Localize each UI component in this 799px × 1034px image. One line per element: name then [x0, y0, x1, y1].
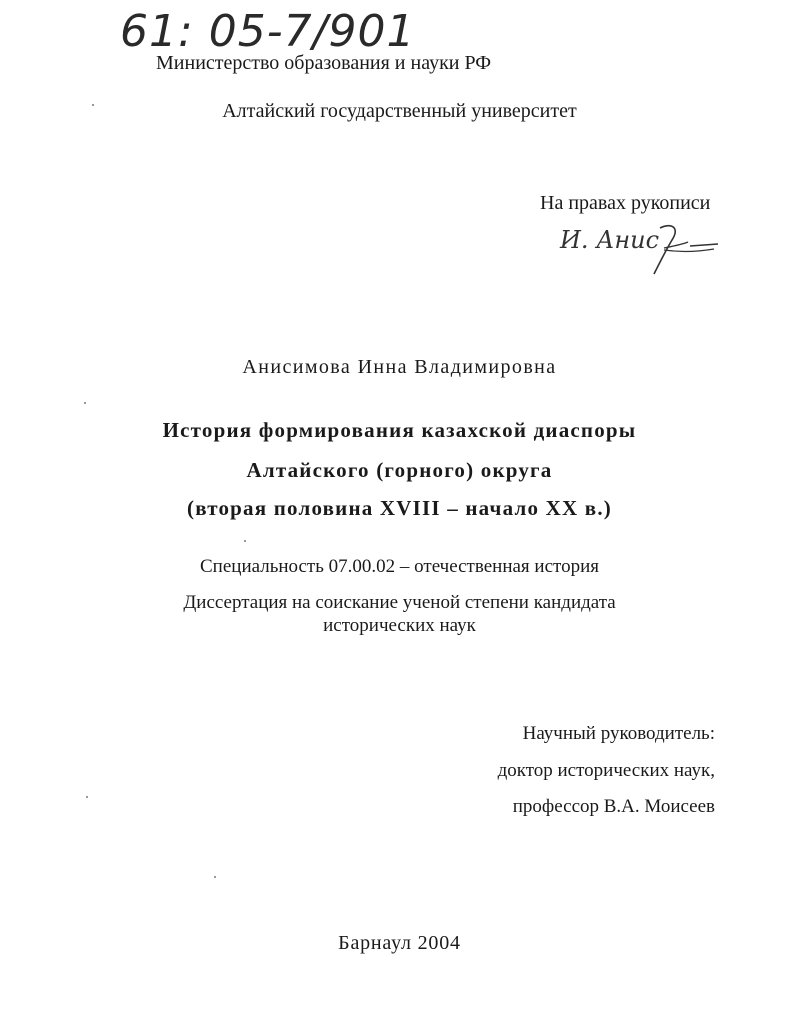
- scan-speck: [92, 104, 94, 106]
- supervisor-label: Научный руководитель:: [522, 723, 715, 744]
- thesis-title-line-2: Алтайского (горного) округа: [246, 458, 553, 482]
- scan-speck: [244, 540, 246, 542]
- signature-text: И. Анис: [560, 226, 660, 254]
- thesis-title-line-3: (вторая половина XVIII – начало XX в.): [187, 496, 612, 520]
- author-signature: [556, 222, 721, 278]
- author-name: Анисимова Инна Владимировна: [242, 356, 557, 378]
- specialty-line: Специальность 07.00.02 – отечественная история: [200, 556, 599, 577]
- dissertation-degree-line-1: Диссертация на соискание ученой степени кандидата: [183, 592, 616, 613]
- city-and-year: Барнаул 2004: [338, 932, 461, 954]
- thesis-title-line-1: История формирования казахской диаспоры: [162, 418, 637, 442]
- supervisor-degree: доктор исторических наук,: [497, 760, 715, 781]
- scan-speck: [86, 796, 88, 798]
- manuscript-rights-label: На правах рукописи: [540, 192, 711, 214]
- scan-speck: [84, 402, 86, 404]
- dissertation-degree-line-2: исторических наук: [323, 615, 476, 636]
- scan-speck: [214, 876, 216, 878]
- ministry-heading: Министерство образования и науки РФ: [156, 52, 492, 74]
- supervisor-name: профессор В.А. Моисеев: [512, 796, 715, 817]
- archive-number-handwritten: 61: 05-7/901: [120, 6, 416, 57]
- university-heading: Алтайский государственный университет: [222, 100, 577, 122]
